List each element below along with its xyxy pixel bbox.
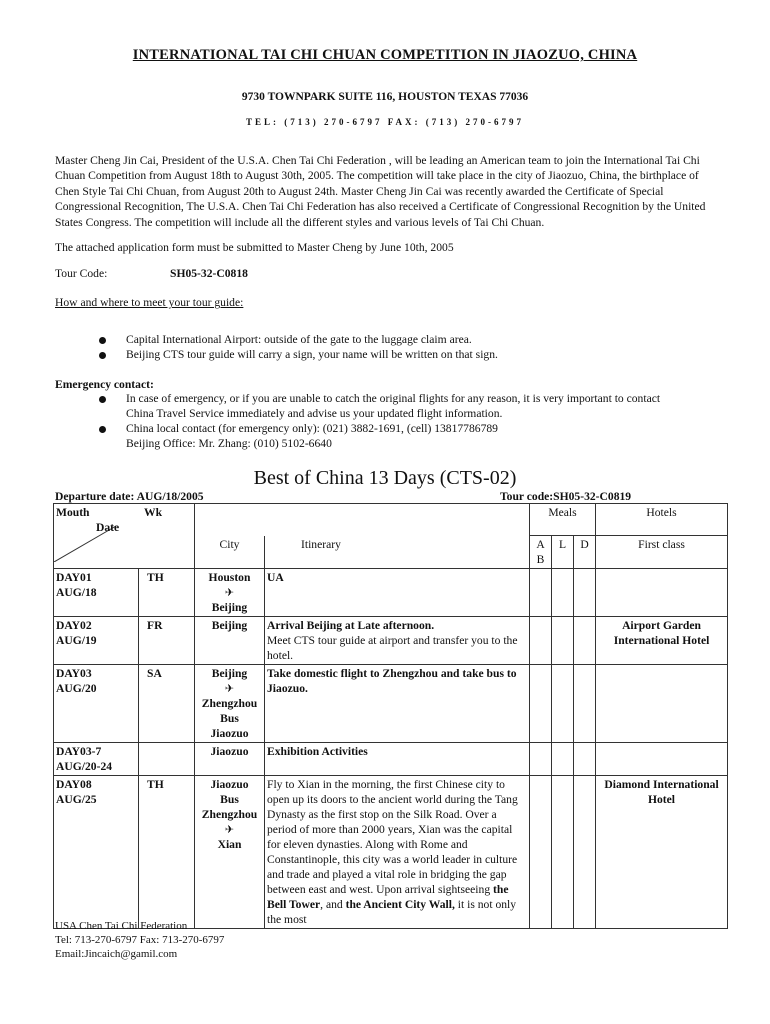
- table-row: DAY01 AUG/18 TH Houston ✈ Beijing UA: [54, 569, 728, 617]
- bullet-icon: [99, 396, 106, 403]
- intro-section: [55, 153, 720, 311]
- phone-fax-line: TEL: (713) 270-6797 FAX: (713) 270-6797: [245, 117, 525, 127]
- plane-icon: ✈: [224, 586, 235, 599]
- itinerary-title: Best of China 13 Days (CTS-02): [253, 467, 517, 489]
- list-item: Beijing CTS tour guide will carry a sign, your name will be written on that sign.: [99, 347, 739, 362]
- footer-org: USA Chen Tai Chi Federation: [55, 920, 188, 932]
- tour-code-row: [55, 266, 720, 281]
- table-row: DAY02 AUG/19 FR Beijing Arrival Beijing at Late afternoon. Meet CTS tour guide at airport and transfer you to the hotel. Airport Garden International Hotel: [54, 617, 728, 665]
- plane-icon: ✈: [224, 823, 235, 836]
- mouth-label: Mouth: [56, 506, 90, 519]
- hotels-header: Hotels: [596, 504, 728, 536]
- footer-phones: Tel: 713-270-6797 Fax: 713-270-6797: [55, 934, 225, 946]
- departure-date: Departure date: AUG/18/2005: [55, 490, 204, 503]
- deadline-paragraph: The attached application form must be submitted to Master Cheng by June 10th, 2005: [55, 241, 454, 255]
- tour-code-label: Tour Code:: [55, 267, 108, 281]
- plane-icon: ✈: [224, 682, 235, 695]
- table-row: DAY08 AUG/25 TH Jiaozuo Bus Zhengzhou ✈ Xian Fly to Xian in the morning, the first Chinese city to open up its doors to the ancient world during the Tang Dynasty as the first stop on the Silk Road. Over a period of more than 2000 years, Xian was the capital for eleven dynasties. Along with Rome and Constantinople, this city was a world leader in culture and trade and played a vital role in bridging the gap between east and west. Upon arrival sightseeing the Bell Tower, and the Ancient City Wall, it is not only the most Diamond International Hotel: [54, 776, 728, 929]
- address-line: 9730 TOWNPARK SUITE 116, HOUSTON TEXAS 77036: [241, 91, 529, 103]
- footer: [55, 919, 224, 961]
- bullet-icon: [99, 337, 106, 344]
- itinerary-tour-code: Tour code:SH05-32-C0819: [500, 490, 632, 503]
- table-row: DAY03 AUG/20 SA Beijing ✈ Zhengzhou Bus Jiaozuo Take domestic flight to Zhengzhou and take bus to Jiaozuo.: [54, 665, 728, 743]
- date-label: Date: [96, 521, 120, 534]
- meet-guide-list: [99, 332, 739, 362]
- meals-header: Meals: [530, 504, 596, 536]
- intro-paragraph: Master Cheng Jin Cai, President of the U.S.A. Chen Tai Chi Federation , will be leading an American team to join the International Tai Chi Chuan Competition from August 18th to August 30th, 2005. The competition will take place in the city of Jiaozuo, China, the birthplace of Chen Style Tai Chi Chuan, from August 20th to August 24th. Master Cheng Jin Cai was recently awarded the Certificate of Special Congressional Recognition, The U.S.A. Chen Tai Chi Federation has also received a Certificate of Congressional Recognition by the United States Congress. The competition will include all the different styles and various levels of Tai Chi Chuan.: [55, 154, 706, 229]
- table-header-row: [54, 504, 728, 536]
- tour-code-value: SH05-32-C0818: [170, 267, 248, 281]
- emergency-heading: Emergency contact:: [55, 378, 154, 391]
- table-row: DAY03-7 AUG/20-24 Jiaozuo Exhibition Activities: [54, 743, 728, 776]
- wk-label: Wk: [144, 506, 163, 519]
- meal-d-header: D: [574, 536, 596, 569]
- city-header: City: [195, 536, 265, 569]
- mouth-date-header: [54, 504, 195, 569]
- footer-email: Email:Jincaich@gamil.com: [55, 948, 178, 960]
- meal-ab-header: A B: [530, 536, 552, 569]
- itinerary-table: [53, 503, 728, 929]
- emergency-list: [99, 391, 739, 451]
- first-class-header: First class: [596, 536, 728, 569]
- meal-l-header: L: [552, 536, 574, 569]
- bullet-icon: [99, 426, 106, 433]
- list-item: China local contact (for emergency only): (021) 3882-1691, (cell) 13817786789 Beijing Office: Mr. Zhang: (010) 5102-6640: [99, 421, 739, 451]
- meet-guide-heading: How and where to meet your tour guide:: [55, 296, 244, 310]
- itinerary-header: Itinerary: [265, 536, 530, 569]
- list-item: In case of emergency, or if you are unable to catch the original flights for any reason, it is very important to contact China Travel Service immediately and advise us your updated flight information.: [99, 391, 739, 421]
- bullet-icon: [99, 352, 106, 359]
- document-title: INTERNATIONAL TAI CHI CHUAN COMPETITION IN JIAOZUO, CHINA: [132, 47, 638, 63]
- list-item: Capital International Airport: outside of the gate to the luggage claim area.: [99, 332, 739, 347]
